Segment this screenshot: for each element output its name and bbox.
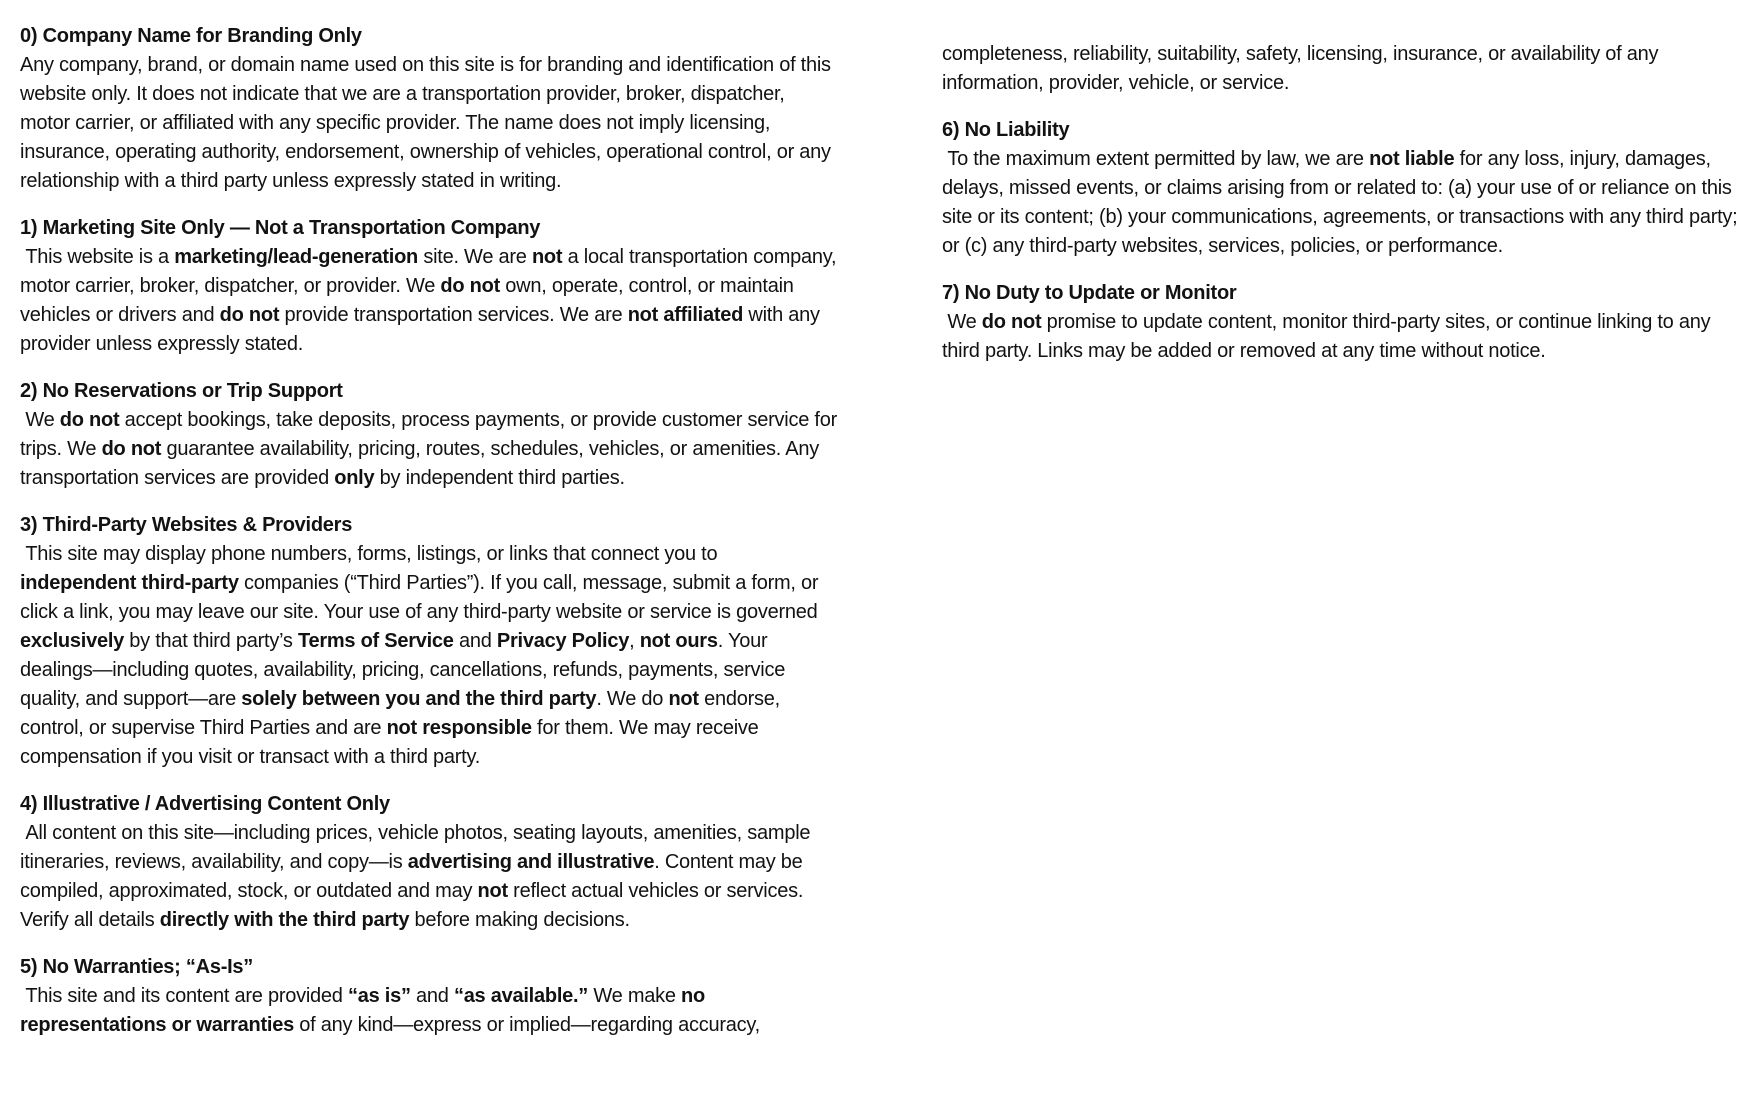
text-run: reflect actual vehicles or services. Verify all details (20, 880, 809, 931)
section-heading: 5) No Warranties; “As-Is” (20, 956, 254, 978)
section-paragraph (20, 406, 843, 493)
section-heading: 7) No Duty to Update or Monitor (942, 282, 1237, 304)
bold-text-run: Privacy Policy (496, 630, 630, 652)
bold-text-run: do not (101, 438, 162, 460)
text-run: by that third party’s (124, 630, 298, 652)
section-paragraph (20, 243, 842, 359)
text-run: guarantee availability, pricing, routes, schedules, vehicles, or amenities. Any transportation services are provided (20, 438, 825, 489)
right-column (942, 40, 1746, 384)
bold-text-run: solely between you and the third party (241, 688, 597, 710)
text-run: by independent third parties. (374, 467, 625, 489)
text-run: . Your dealings—including quotes, availability, pricing, cancellations, refunds, payments, service quality, and support—are (20, 630, 791, 710)
text-run: of any kind—express or implied—regarding accuracy, (293, 1014, 760, 1036)
disclaimer-section (942, 116, 1746, 261)
text-run: promise to update content, monitor third-party sites, or continue linking to any third party. Links may be added or removed at any time without notice. (942, 311, 1716, 362)
section-paragraph (20, 819, 838, 935)
section-paragraph (20, 982, 838, 1040)
bold-text-run: only (334, 467, 375, 489)
section-heading: 1) Marketing Site Only — Not a Transportation Company (20, 217, 541, 239)
text-run: a local transportation company, motor carrier, broker, dispatcher, or provider. We (20, 246, 842, 297)
disclaimer-section (20, 214, 842, 359)
disclaimer-section (20, 953, 838, 1040)
bold-text-run: “as is” (347, 985, 411, 1007)
section-paragraph (942, 145, 1746, 261)
section-heading: 4) Illustrative / Advertising Content Only (20, 793, 390, 815)
text-run: All content on this site—including prices, vehicle photos, seating layouts, amenities, sample itineraries, reviews, availability, and copy—is (20, 822, 816, 873)
text-run: This site and its content are provided (20, 985, 348, 1007)
bold-text-run: no representations or warranties (20, 985, 711, 1036)
left-column (20, 22, 843, 1058)
section-heading: 6) No Liability (942, 119, 1070, 141)
text-run: and (410, 985, 454, 1007)
bold-text-run: marketing/lead-generation (174, 246, 419, 268)
text-run: . We do (596, 688, 669, 710)
text-run: and (453, 630, 497, 652)
bold-text-run: not responsible (386, 717, 532, 739)
bold-text-run: exclusively (20, 630, 124, 652)
text-run: site. We are (418, 246, 532, 268)
text-run: with any provider unless expressly stated. (20, 304, 826, 355)
text-run: Any company, brand, or domain name used on this site is for branding and identification of this website only. It does not indicate that we are a transportation provider, broker, dispatcher, motor carrier, or affiliated with any specific provider. The name does not imply licensing, insurance, operating authority, endorsement, ownership of vehicles, operational control, or any relationship with a third party unless expressly stated in writing. (20, 54, 837, 192)
bold-text-run: not affiliated (627, 304, 744, 326)
bold-text-run: “as available.” (453, 985, 589, 1007)
section-heading: 0) Company Name for Branding Only (20, 25, 362, 47)
bold-text-run: independent third-party (20, 572, 239, 594)
disclaimer-section (20, 511, 838, 772)
bold-text-run: do not (981, 311, 1042, 333)
text-run: We (20, 409, 60, 431)
text-run: . Content may be compiled, approximated, stock, or outdated and may (20, 851, 808, 902)
bold-text-run: not liable (1369, 148, 1455, 170)
section-paragraph (20, 51, 838, 196)
text-run: completeness, reliability, suitability, safety, licensing, insurance, or availability of any information, provider, vehicle, or service. (942, 43, 1664, 94)
bold-text-run: advertising and illustrative (407, 851, 655, 873)
text-run: This website is a (20, 246, 175, 268)
text-run: accept bookings, take deposits, process payments, or provide customer service for trips. We (20, 409, 843, 460)
text-run: To the maximum extent permitted by law, we are (942, 148, 1370, 170)
bold-text-run: directly with the third party (159, 909, 410, 931)
text-run: We make (588, 985, 682, 1007)
bold-text-run: do not (219, 304, 280, 326)
section-paragraph (20, 540, 838, 772)
bold-text-run: not (477, 880, 508, 902)
disclaimer-section (20, 790, 838, 935)
text-run: , (629, 630, 640, 652)
text-run: endorse, control, or supervise Third Parties and are (20, 688, 786, 739)
bold-text-run: not (668, 688, 699, 710)
text-run: We (942, 311, 982, 333)
disclaimer-section (942, 40, 1746, 98)
bold-text-run: not (531, 246, 563, 268)
text-run: This site may display phone numbers, forms, listings, or links that connect you to (20, 543, 723, 565)
text-run: for them. We may receive compensation if you visit or transact with a third party. (20, 717, 764, 768)
section-paragraph (942, 308, 1746, 366)
disclaimer-section (20, 377, 843, 493)
section-heading: 3) Third-Party Websites & Providers (20, 514, 353, 536)
bold-text-run: do not (440, 275, 500, 297)
text-run: for any loss, injury, damages, delays, missed events, or claims arising from or related to: (a) your use of or reliance on this site or its content; (b) your communications, agreements, or transactions with any third party; or (c) any third-party websites, services, policies, or performance. (942, 148, 1743, 257)
section-heading: 2) No Reservations or Trip Support (20, 380, 343, 402)
bold-text-run: Terms of Service (297, 630, 454, 652)
text-run: companies (“Third Parties”). If you call, message, submit a form, or click a link, you may leave our site. Your use of any third-party website or service is governed (20, 572, 824, 623)
text-run: own, operate, control, or maintain vehicles or drivers and (20, 275, 799, 326)
section-paragraph (942, 40, 1746, 98)
disclaimer-section (942, 279, 1746, 366)
bold-text-run: not ours (639, 630, 718, 652)
disclaimer-section (20, 22, 838, 196)
bold-text-run: do not (59, 409, 120, 431)
text-run: provide transportation services. We are (279, 304, 628, 326)
text-run: before making decisions. (409, 909, 630, 931)
